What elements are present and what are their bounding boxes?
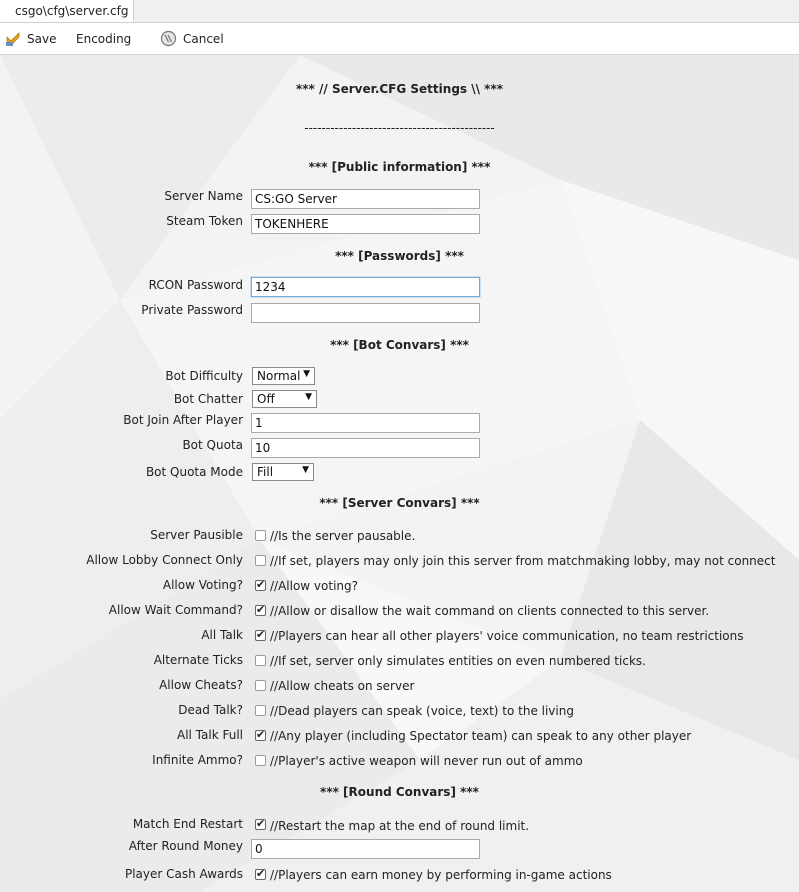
match-end-restart-description: //Restart the map at the end of round limit. — [270, 819, 530, 833]
convar-label: All Talk Full — [176, 728, 243, 742]
bot-join-after-player-label: Bot Join After Player — [123, 413, 243, 427]
toolbar — [0, 23, 799, 55]
allow-voting-checkbox[interactable] — [255, 580, 266, 591]
heading-round-convars: *** [Round Convars] *** — [320, 785, 479, 799]
server-name-input[interactable] — [251, 189, 480, 209]
bot-quota-mode-value: Fill — [257, 465, 274, 479]
heading-public-information: *** [Public information] *** — [308, 160, 491, 174]
save-label: Save — [27, 31, 57, 46]
divider-text: -------------------------------------------- — [304, 121, 495, 135]
encoding-button[interactable] — [76, 23, 131, 54]
alternate-ticks-checkbox[interactable] — [255, 655, 266, 666]
bot-quota-mode-label: Bot Quota Mode — [145, 465, 243, 479]
bot-difficulty-label: Bot Difficulty — [165, 369, 243, 383]
config-form — [0, 55, 799, 892]
chevron-down-icon: ▼ — [305, 392, 312, 402]
heading-bot-convars: *** [Bot Convars] *** — [330, 338, 469, 352]
chevron-down-icon: ▼ — [303, 369, 310, 379]
match-end-restart-checkbox[interactable] — [255, 819, 266, 830]
convar-label: Dead Talk? — [178, 703, 243, 717]
convar-label: Alternate Ticks — [153, 653, 243, 667]
convar-description: //Dead players can speak (voice, text) to the living — [270, 704, 574, 718]
steam-token-label: Steam Token — [166, 214, 243, 228]
player-cash-awards-description: //Players can earn money by performing in-game actions — [270, 868, 612, 882]
bot-quota-mode-select[interactable] — [252, 463, 314, 481]
convar-label: Allow Wait Command? — [108, 603, 243, 617]
convar-label: Server Pausible — [150, 528, 243, 542]
convar-description: //Any player (including Spectator team) can speak to any other player — [270, 729, 692, 743]
save-button[interactable] — [5, 23, 56, 54]
all-talk-full-checkbox[interactable] — [255, 730, 266, 741]
heading-passwords: *** [Passwords] *** — [335, 249, 464, 263]
server-pausible-checkbox[interactable] — [255, 530, 266, 541]
convar-description: //Is the server pausable. — [270, 529, 416, 543]
bot-difficulty-value: Normal — [257, 369, 301, 383]
convar-description: //If set, server only simulates entities on even numbered ticks. — [270, 654, 646, 668]
private-password-input[interactable] — [251, 303, 480, 323]
rcon-password-input[interactable] — [251, 277, 480, 297]
player-cash-awards-label: Player Cash Awards — [124, 867, 243, 881]
steam-token-input[interactable] — [251, 214, 480, 234]
encoding-label: Encoding — [76, 31, 132, 46]
bot-chatter-select[interactable] — [252, 390, 317, 408]
convar-description: //Allow cheats on server — [270, 679, 415, 693]
server-name-label: Server Name — [164, 189, 243, 203]
cancel-icon — [160, 30, 177, 47]
convar-description: //Players can hear all other players' voice communication, no team restrictions — [270, 629, 744, 643]
convar-label: Allow Lobby Connect Only — [86, 553, 243, 567]
allow-lobby-connect-checkbox[interactable] — [255, 555, 266, 566]
chevron-down-icon: ▼ — [302, 465, 309, 475]
page-title: *** // Server.CFG Settings \\ *** — [296, 82, 503, 96]
bot-chatter-label: Bot Chatter — [173, 392, 243, 406]
convar-description: //If set, players may only join this server from matchmaking lobby, may not connect — [270, 554, 776, 568]
after-round-money-label: After Round Money — [128, 839, 243, 853]
dead-talk-checkbox[interactable] — [255, 705, 266, 716]
bot-quota-label: Bot Quota — [182, 438, 243, 452]
cancel-button[interactable] — [160, 23, 224, 54]
save-icon — [5, 31, 21, 47]
heading-server-convars: *** [Server Convars] *** — [319, 496, 480, 510]
bot-quota-input[interactable] — [251, 438, 480, 458]
convar-label: Infinite Ammo? — [152, 753, 243, 767]
convar-label: Allow Cheats? — [159, 678, 243, 692]
match-end-restart-label: Match End Restart — [132, 817, 243, 831]
convar-description: //Allow or disallow the wait command on clients connected to this server. — [270, 604, 710, 618]
allow-wait-command-checkbox[interactable] — [255, 605, 266, 616]
player-cash-awards-checkbox[interactable] — [255, 869, 266, 880]
all-talk-checkbox[interactable] — [255, 630, 266, 641]
rcon-password-label: RCON Password — [148, 278, 243, 292]
convar-description: //Allow voting? — [270, 579, 359, 593]
bot-join-after-player-input[interactable] — [251, 413, 480, 433]
bot-difficulty-select[interactable] — [252, 367, 315, 385]
private-password-label: Private Password — [141, 303, 243, 317]
after-round-money-input[interactable] — [251, 839, 480, 859]
cancel-label: Cancel — [183, 31, 224, 46]
infinite-ammo-checkbox[interactable] — [255, 755, 266, 766]
allow-cheats-checkbox[interactable] — [255, 680, 266, 691]
convar-description: //Player's active weapon will never run out of ammo — [270, 754, 583, 768]
convar-label: All Talk — [201, 628, 243, 642]
convar-label: Allow Voting? — [162, 578, 243, 592]
tab-bar — [0, 0, 799, 23]
tab-server-cfg[interactable]: csgo\cfg\server.cfg — [0, 0, 134, 22]
bot-chatter-value: Off — [257, 392, 275, 406]
